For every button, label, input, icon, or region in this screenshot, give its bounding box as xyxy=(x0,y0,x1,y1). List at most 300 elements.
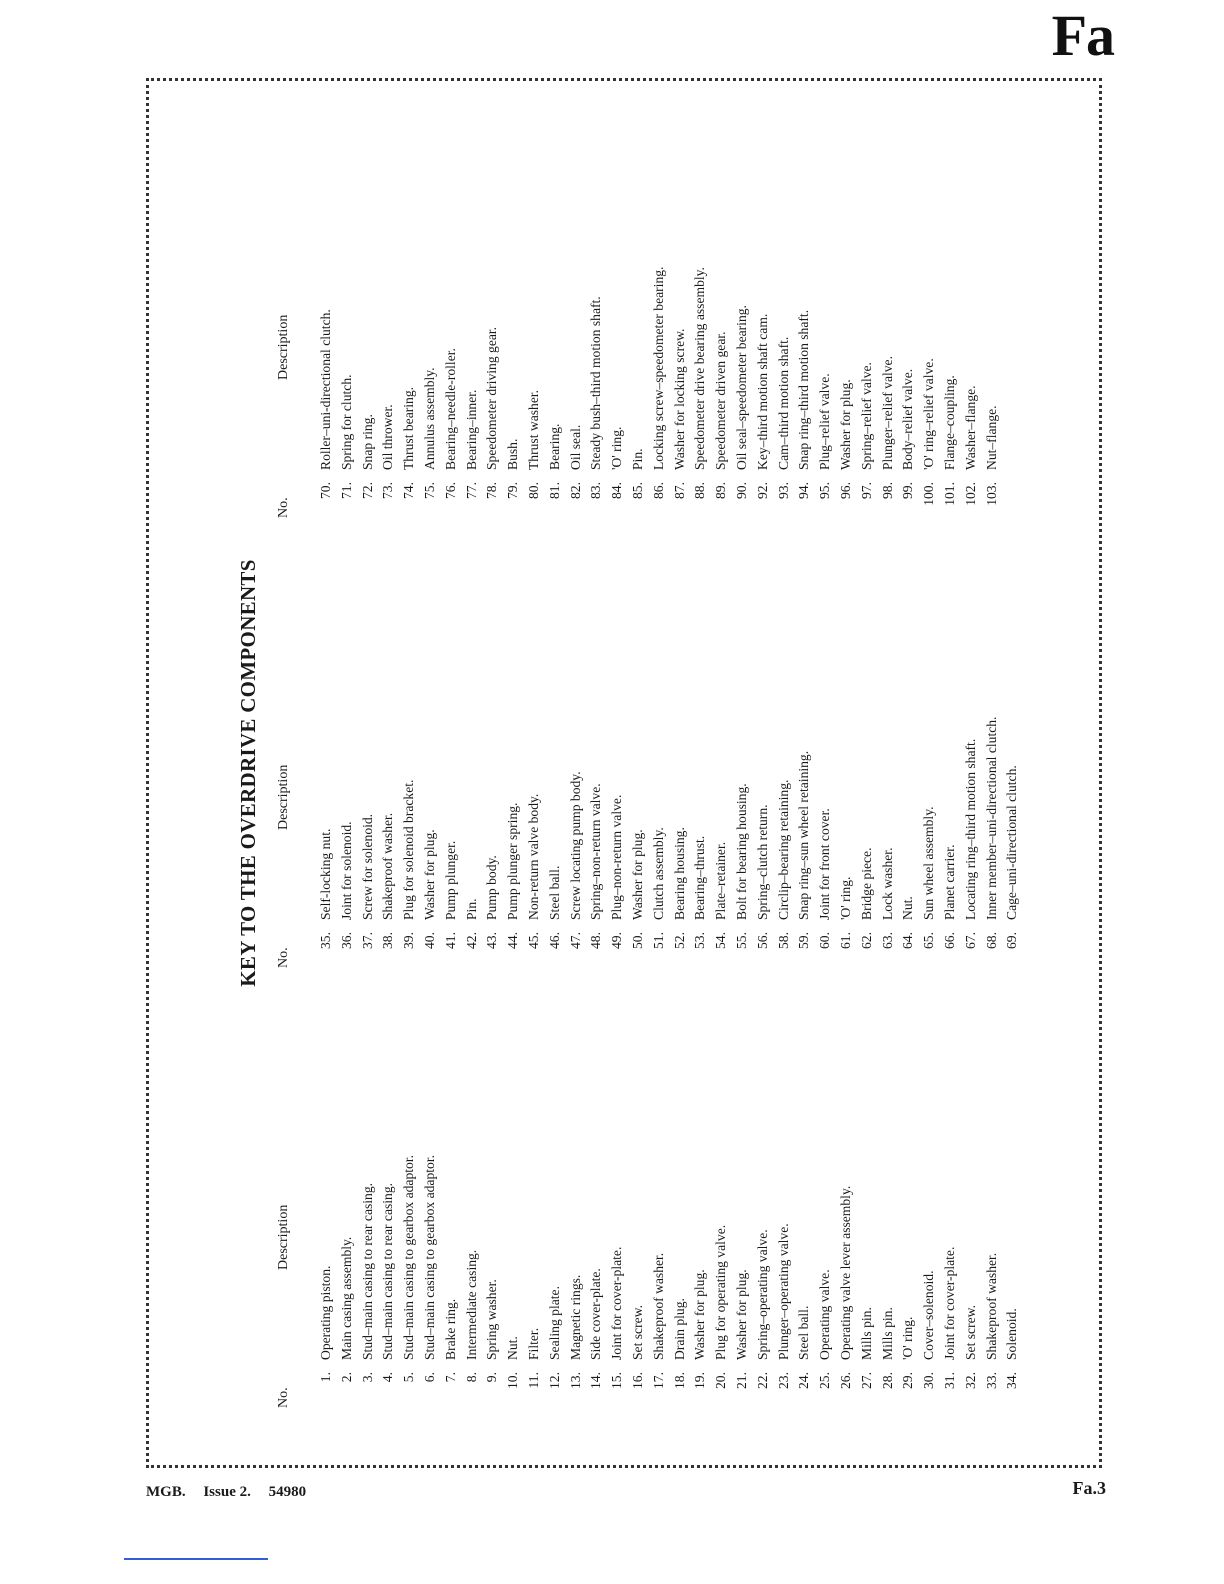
item-number: 19. xyxy=(692,1372,708,1389)
list-item xyxy=(566,78,587,518)
footer-issue: Issue 2. xyxy=(203,1484,251,1500)
item-number: 61. xyxy=(837,932,853,949)
item-description: Brake ring. xyxy=(442,1298,458,1360)
item-number: 86. xyxy=(650,482,666,499)
item-number: 81. xyxy=(546,482,562,499)
item-description: Key–third motion shaft cam. xyxy=(754,313,770,470)
item-number: 5. xyxy=(401,1372,417,1383)
item-number: 3. xyxy=(359,1372,375,1383)
item-number: 83. xyxy=(588,482,604,499)
item-description: Operating valve lever assembly. xyxy=(837,1185,853,1360)
list-item xyxy=(420,78,441,518)
item-description: Speedometer driving gear. xyxy=(484,326,500,470)
list-item xyxy=(462,968,483,1408)
list-item xyxy=(753,968,774,1408)
item-number: 52. xyxy=(671,932,687,949)
list-item xyxy=(794,78,815,518)
list-item xyxy=(441,528,462,968)
item-description: Pump body. xyxy=(484,855,500,920)
list-item xyxy=(690,528,711,968)
item-number: 74. xyxy=(401,482,417,499)
header-description: Description xyxy=(276,1204,291,1270)
list-item xyxy=(753,78,774,518)
item-description: Joint for solenoid. xyxy=(338,821,354,920)
item-number: 84. xyxy=(609,482,625,499)
list-item xyxy=(940,78,961,518)
list-item xyxy=(503,78,524,518)
item-number: 87. xyxy=(671,482,687,499)
item-description: Steel ball. xyxy=(546,865,562,920)
list-item xyxy=(732,968,753,1408)
list-item xyxy=(607,968,628,1408)
item-description: Screw locating pump body. xyxy=(567,771,583,920)
list-item xyxy=(982,78,1003,518)
item-number: 80. xyxy=(525,482,541,499)
item-number: 35. xyxy=(318,932,333,949)
item-description: Flange–coupling. xyxy=(941,375,957,470)
parts-list xyxy=(316,78,1002,518)
list-item xyxy=(378,78,399,518)
item-description: Intermediate casing. xyxy=(463,1249,479,1360)
parts-column-3 xyxy=(276,78,1002,518)
item-description: 'O' ring. xyxy=(837,876,853,920)
item-number: 63. xyxy=(879,932,895,949)
item-description: Cover–solenoid. xyxy=(921,1270,937,1360)
item-description: Operating piston. xyxy=(318,1265,333,1360)
item-description: Pump plunger. xyxy=(442,840,458,920)
list-item xyxy=(940,968,961,1408)
list-item xyxy=(711,78,732,518)
list-item xyxy=(441,968,462,1408)
item-description: Bush. xyxy=(505,438,521,470)
item-description: Plug for solenoid bracket. xyxy=(401,779,417,920)
list-item xyxy=(982,528,1003,968)
item-number: 93. xyxy=(775,482,791,499)
item-number: 40. xyxy=(421,932,437,949)
item-description: Shakeproof washer. xyxy=(983,1252,999,1360)
footer-model: MGB. xyxy=(146,1484,186,1500)
list-item xyxy=(358,78,379,518)
item-description: Nut–flange. xyxy=(983,405,999,470)
item-number: 103. xyxy=(983,482,999,506)
item-description: Stud–main casing to gearbox adaptor. xyxy=(401,1155,417,1360)
header-no: No. xyxy=(276,497,291,518)
footer-reference xyxy=(146,1484,320,1501)
item-description: Speedometer drive bearing assembly. xyxy=(692,267,708,470)
item-number: 24. xyxy=(796,1372,812,1389)
item-description: Stud–main casing to rear casing. xyxy=(359,1182,375,1360)
item-number: 11. xyxy=(525,1372,541,1389)
item-description: Bearing–inner. xyxy=(463,389,479,470)
item-description: Speedometer driven gear. xyxy=(713,331,729,470)
item-description: Bearing housing. xyxy=(671,827,687,920)
item-description: Set screw. xyxy=(962,1305,978,1360)
list-item xyxy=(898,78,919,518)
item-description: Washer for plug. xyxy=(421,829,437,920)
item-number: 12. xyxy=(546,1372,562,1389)
item-number: 96. xyxy=(837,482,853,499)
item-number: 70. xyxy=(318,482,333,499)
item-number: 8. xyxy=(463,1372,479,1383)
item-number: 13. xyxy=(567,1372,583,1389)
column-header xyxy=(276,528,316,968)
item-number: 49. xyxy=(609,932,625,949)
list-item xyxy=(940,528,961,968)
page-title: KEY TO THE OVERDRIVE COMPONENTS xyxy=(236,559,260,987)
item-number: 60. xyxy=(817,932,833,949)
item-description: Spring–operating valve. xyxy=(754,1229,770,1360)
list-item xyxy=(420,968,441,1408)
item-description: Set screw. xyxy=(629,1305,645,1360)
item-number: 67. xyxy=(962,932,978,949)
item-description: Mills pin. xyxy=(879,1307,895,1360)
item-description: Sun wheel assembly. xyxy=(921,806,937,920)
header-no: No. xyxy=(276,947,291,968)
list-item xyxy=(649,528,670,968)
item-description: Planet carrier. xyxy=(941,844,957,920)
item-number: 25. xyxy=(817,1372,833,1389)
list-item xyxy=(898,968,919,1408)
list-item xyxy=(1002,528,1023,968)
item-number: 64. xyxy=(900,932,916,949)
item-number: 101. xyxy=(941,482,957,506)
list-item xyxy=(836,968,857,1408)
item-description: Spring–clutch return. xyxy=(754,804,770,920)
list-item xyxy=(337,528,358,968)
item-number: 33. xyxy=(983,1372,999,1389)
item-number: 97. xyxy=(858,482,874,499)
list-item xyxy=(836,528,857,968)
item-number: 18. xyxy=(671,1372,687,1389)
item-description: Main casing assembly. xyxy=(338,1236,354,1360)
list-item xyxy=(857,968,878,1408)
item-number: 62. xyxy=(858,932,874,949)
item-number: 20. xyxy=(713,1372,729,1389)
item-number: 76. xyxy=(442,482,458,499)
list-item xyxy=(607,528,628,968)
rotated-content xyxy=(146,78,1102,1468)
item-description: Drain plug. xyxy=(671,1298,687,1360)
item-description: Plug–non-return valve. xyxy=(609,794,625,920)
list-item xyxy=(732,78,753,518)
item-description: Annulus assembly. xyxy=(421,367,437,470)
list-item xyxy=(670,78,691,518)
item-number: 30. xyxy=(921,1372,937,1389)
item-number: 32. xyxy=(962,1372,978,1389)
item-description: Roller–uni-directional clutch. xyxy=(318,309,333,470)
item-description: Washer–flange. xyxy=(962,385,978,470)
item-description: Clutch assembly. xyxy=(650,827,666,920)
list-item xyxy=(961,78,982,518)
item-description: Joint for cover-plate. xyxy=(609,1246,625,1360)
list-item xyxy=(670,528,691,968)
section-mark: Fa xyxy=(1051,3,1114,68)
item-number: 47. xyxy=(567,932,583,949)
parts-column-1 xyxy=(276,968,1023,1408)
list-item xyxy=(628,528,649,968)
item-description: Screw for solenoid. xyxy=(359,813,375,920)
item-number: 88. xyxy=(692,482,708,499)
list-item xyxy=(649,78,670,518)
list-item xyxy=(462,78,483,518)
list-item xyxy=(545,78,566,518)
list-item xyxy=(586,968,607,1408)
item-description: Spring washer. xyxy=(484,1279,500,1360)
list-item xyxy=(316,78,337,518)
item-description: Snap ring–sun wheel retaining. xyxy=(796,750,812,920)
item-number: 21. xyxy=(733,1372,749,1389)
item-description: Joint for front cover. xyxy=(817,808,833,920)
item-description: Self-locking nut. xyxy=(318,828,333,920)
header-description: Description xyxy=(276,764,291,830)
list-item xyxy=(628,78,649,518)
item-description: Locking screw–speedometer bearing. xyxy=(650,266,666,470)
list-item xyxy=(545,968,566,1408)
header-no: No. xyxy=(276,1387,291,1408)
list-item xyxy=(878,968,899,1408)
list-item xyxy=(794,528,815,968)
item-description: Plate–retainer. xyxy=(713,841,729,920)
item-description: Oil seal–speedometer bearing. xyxy=(733,305,749,470)
list-item xyxy=(815,968,836,1408)
list-item xyxy=(732,528,753,968)
item-description: Washer for plug. xyxy=(733,1269,749,1360)
item-number: 75. xyxy=(421,482,437,499)
item-number: 55. xyxy=(733,932,749,949)
item-number: 90. xyxy=(733,482,749,499)
item-description: Circlip–bearing retaining. xyxy=(775,779,791,920)
item-number: 37. xyxy=(359,932,375,949)
item-description: Inner member–uni-directional clutch. xyxy=(983,716,999,920)
column-header xyxy=(276,78,316,518)
item-number: 29. xyxy=(900,1372,916,1389)
list-item xyxy=(649,968,670,1408)
list-item xyxy=(711,968,732,1408)
item-description: Shakeproof washer. xyxy=(650,1252,666,1360)
item-number: 85. xyxy=(629,482,645,499)
list-item xyxy=(316,968,337,1408)
item-number: 71. xyxy=(338,482,354,499)
parts-list xyxy=(316,968,1023,1408)
item-number: 53. xyxy=(692,932,708,949)
list-item xyxy=(378,528,399,968)
list-item xyxy=(794,968,815,1408)
list-item xyxy=(919,968,940,1408)
item-description: Stud–main casing to rear casing. xyxy=(380,1182,396,1360)
item-number: 72. xyxy=(359,482,375,499)
item-description: Bolt for bearing housing. xyxy=(733,783,749,920)
item-number: 42. xyxy=(463,932,479,949)
list-item xyxy=(545,528,566,968)
item-number: 43. xyxy=(484,932,500,949)
item-description: Joint for cover-plate. xyxy=(941,1246,957,1360)
item-number: 7. xyxy=(442,1372,458,1383)
item-description: Washer for plug. xyxy=(837,379,853,470)
item-number: 94. xyxy=(796,482,812,499)
item-description: Solenoid. xyxy=(1004,1308,1020,1360)
item-description: Lock washer. xyxy=(879,847,895,920)
item-description: Thrust washer. xyxy=(525,389,541,470)
list-item xyxy=(815,78,836,518)
list-item xyxy=(358,528,379,968)
item-description: 'O' ring. xyxy=(609,426,625,470)
item-number: 4. xyxy=(380,1372,396,1383)
list-item xyxy=(420,528,441,968)
item-number: 15. xyxy=(609,1372,625,1389)
item-description: Oil seal. xyxy=(567,424,583,470)
list-item xyxy=(690,968,711,1408)
list-item xyxy=(711,528,732,968)
item-description: Pin. xyxy=(629,448,645,470)
list-item xyxy=(316,528,337,968)
item-description: Plunger–relief valve. xyxy=(879,356,895,470)
item-description: Sealing plate. xyxy=(546,1286,562,1360)
item-number: 92. xyxy=(754,482,770,499)
item-description: Pin. xyxy=(463,898,479,920)
item-description: Plug–relief valve. xyxy=(817,373,833,470)
item-number: 16. xyxy=(629,1372,645,1389)
item-number: 58. xyxy=(775,932,791,949)
item-number: 31. xyxy=(941,1372,957,1389)
footer-ref-number: 54980 xyxy=(268,1484,307,1500)
list-item xyxy=(878,78,899,518)
item-description: Stud–main casing to gearbox adaptor. xyxy=(421,1155,437,1360)
list-item xyxy=(628,968,649,1408)
item-number: 46. xyxy=(546,932,562,949)
item-number: 10. xyxy=(505,1372,521,1389)
list-item xyxy=(670,968,691,1408)
item-description: Spring for clutch. xyxy=(338,374,354,470)
list-item xyxy=(878,528,899,968)
item-description: Body–relief valve. xyxy=(900,368,916,470)
item-number: 51. xyxy=(650,932,666,949)
list-item xyxy=(337,968,358,1408)
item-description: Filter. xyxy=(525,1327,541,1360)
list-item xyxy=(774,528,795,968)
item-number: 38. xyxy=(380,932,396,949)
item-description: Cam–third motion shaft. xyxy=(775,336,791,470)
item-number: 34. xyxy=(1004,1372,1020,1389)
list-item xyxy=(961,528,982,968)
list-item xyxy=(482,78,503,518)
item-number: 1. xyxy=(318,1372,333,1383)
list-item xyxy=(524,528,545,968)
list-item xyxy=(857,78,878,518)
list-item xyxy=(815,528,836,968)
item-description: Operating valve. xyxy=(817,1269,833,1360)
item-number: 22. xyxy=(754,1372,770,1389)
item-description: Pump plunger spring. xyxy=(505,802,521,920)
item-description: Bearing–thrust. xyxy=(692,835,708,920)
parts-list xyxy=(316,528,1023,968)
parts-column-2 xyxy=(276,528,1023,968)
item-number: 36. xyxy=(338,932,354,949)
item-number: 6. xyxy=(421,1372,437,1383)
item-number: 45. xyxy=(525,932,541,949)
item-description: Shakeproof washer. xyxy=(380,812,396,920)
item-description: Nut. xyxy=(505,1336,521,1360)
list-item xyxy=(753,528,774,968)
list-item xyxy=(399,528,420,968)
list-item xyxy=(982,968,1003,1408)
item-number: 56. xyxy=(754,932,770,949)
item-description: Spring–relief valve. xyxy=(858,362,874,470)
list-item xyxy=(399,78,420,518)
item-description: 'O' ring–relief valve. xyxy=(921,358,937,470)
item-description: Bridge piece. xyxy=(858,847,874,920)
item-number: 66. xyxy=(941,932,957,949)
list-item xyxy=(337,78,358,518)
item-number: 73. xyxy=(380,482,396,499)
item-description: 'O' ring. xyxy=(900,1316,916,1360)
item-number: 95. xyxy=(817,482,833,499)
list-item xyxy=(690,78,711,518)
list-item xyxy=(566,528,587,968)
item-number: 98. xyxy=(879,482,895,499)
item-description: Side cover-plate. xyxy=(588,1268,604,1360)
list-item xyxy=(566,968,587,1408)
item-number: 39. xyxy=(401,932,417,949)
item-number: 78. xyxy=(484,482,500,499)
item-number: 2. xyxy=(338,1372,354,1383)
list-item xyxy=(919,528,940,968)
item-description: Snap ring. xyxy=(359,414,375,470)
item-description: Nut. xyxy=(900,896,916,920)
list-item xyxy=(774,968,795,1408)
item-number: 9. xyxy=(484,1372,500,1383)
item-number: 27. xyxy=(858,1372,874,1389)
item-number: 68. xyxy=(983,932,999,949)
item-number: 100. xyxy=(921,482,937,506)
item-description: Snap ring–third motion shaft. xyxy=(796,309,812,470)
item-description: Bearing–needle-roller. xyxy=(442,348,458,470)
item-number: 14. xyxy=(588,1372,604,1389)
list-item xyxy=(586,78,607,518)
list-item xyxy=(482,968,503,1408)
list-item xyxy=(919,78,940,518)
list-item xyxy=(898,528,919,968)
header-description: Description xyxy=(276,314,291,380)
item-number: 99. xyxy=(900,482,916,499)
item-description: Oil thrower. xyxy=(380,404,396,470)
list-item xyxy=(503,528,524,968)
list-item xyxy=(961,968,982,1408)
item-description: Washer for plug. xyxy=(629,829,645,920)
item-description: Magnetic rings. xyxy=(567,1274,583,1360)
list-item xyxy=(399,968,420,1408)
item-number: 23. xyxy=(775,1372,791,1389)
list-item xyxy=(524,78,545,518)
item-description: Plunger–operating valve. xyxy=(775,1223,791,1360)
item-number: 89. xyxy=(713,482,729,499)
item-number: 59. xyxy=(796,932,812,949)
item-description: Plug for operating valve. xyxy=(713,1224,729,1360)
item-number: 26. xyxy=(837,1372,853,1389)
item-number: 69. xyxy=(1004,932,1020,949)
list-item xyxy=(358,968,379,1408)
list-item xyxy=(462,528,483,968)
list-item xyxy=(1002,968,1023,1408)
item-description: Non-return valve body. xyxy=(525,793,541,920)
page-number: Fa.3 xyxy=(1072,1478,1106,1498)
item-description: Bearing. xyxy=(546,423,562,470)
item-description: Cage–uni-directional clutch. xyxy=(1004,765,1020,920)
item-description: Steel ball. xyxy=(796,1305,812,1360)
item-description: Locating ring–third motion shaft. xyxy=(962,738,978,920)
item-number: 54. xyxy=(713,932,729,949)
blue-underline xyxy=(124,1558,268,1560)
item-number: 48. xyxy=(588,932,604,949)
